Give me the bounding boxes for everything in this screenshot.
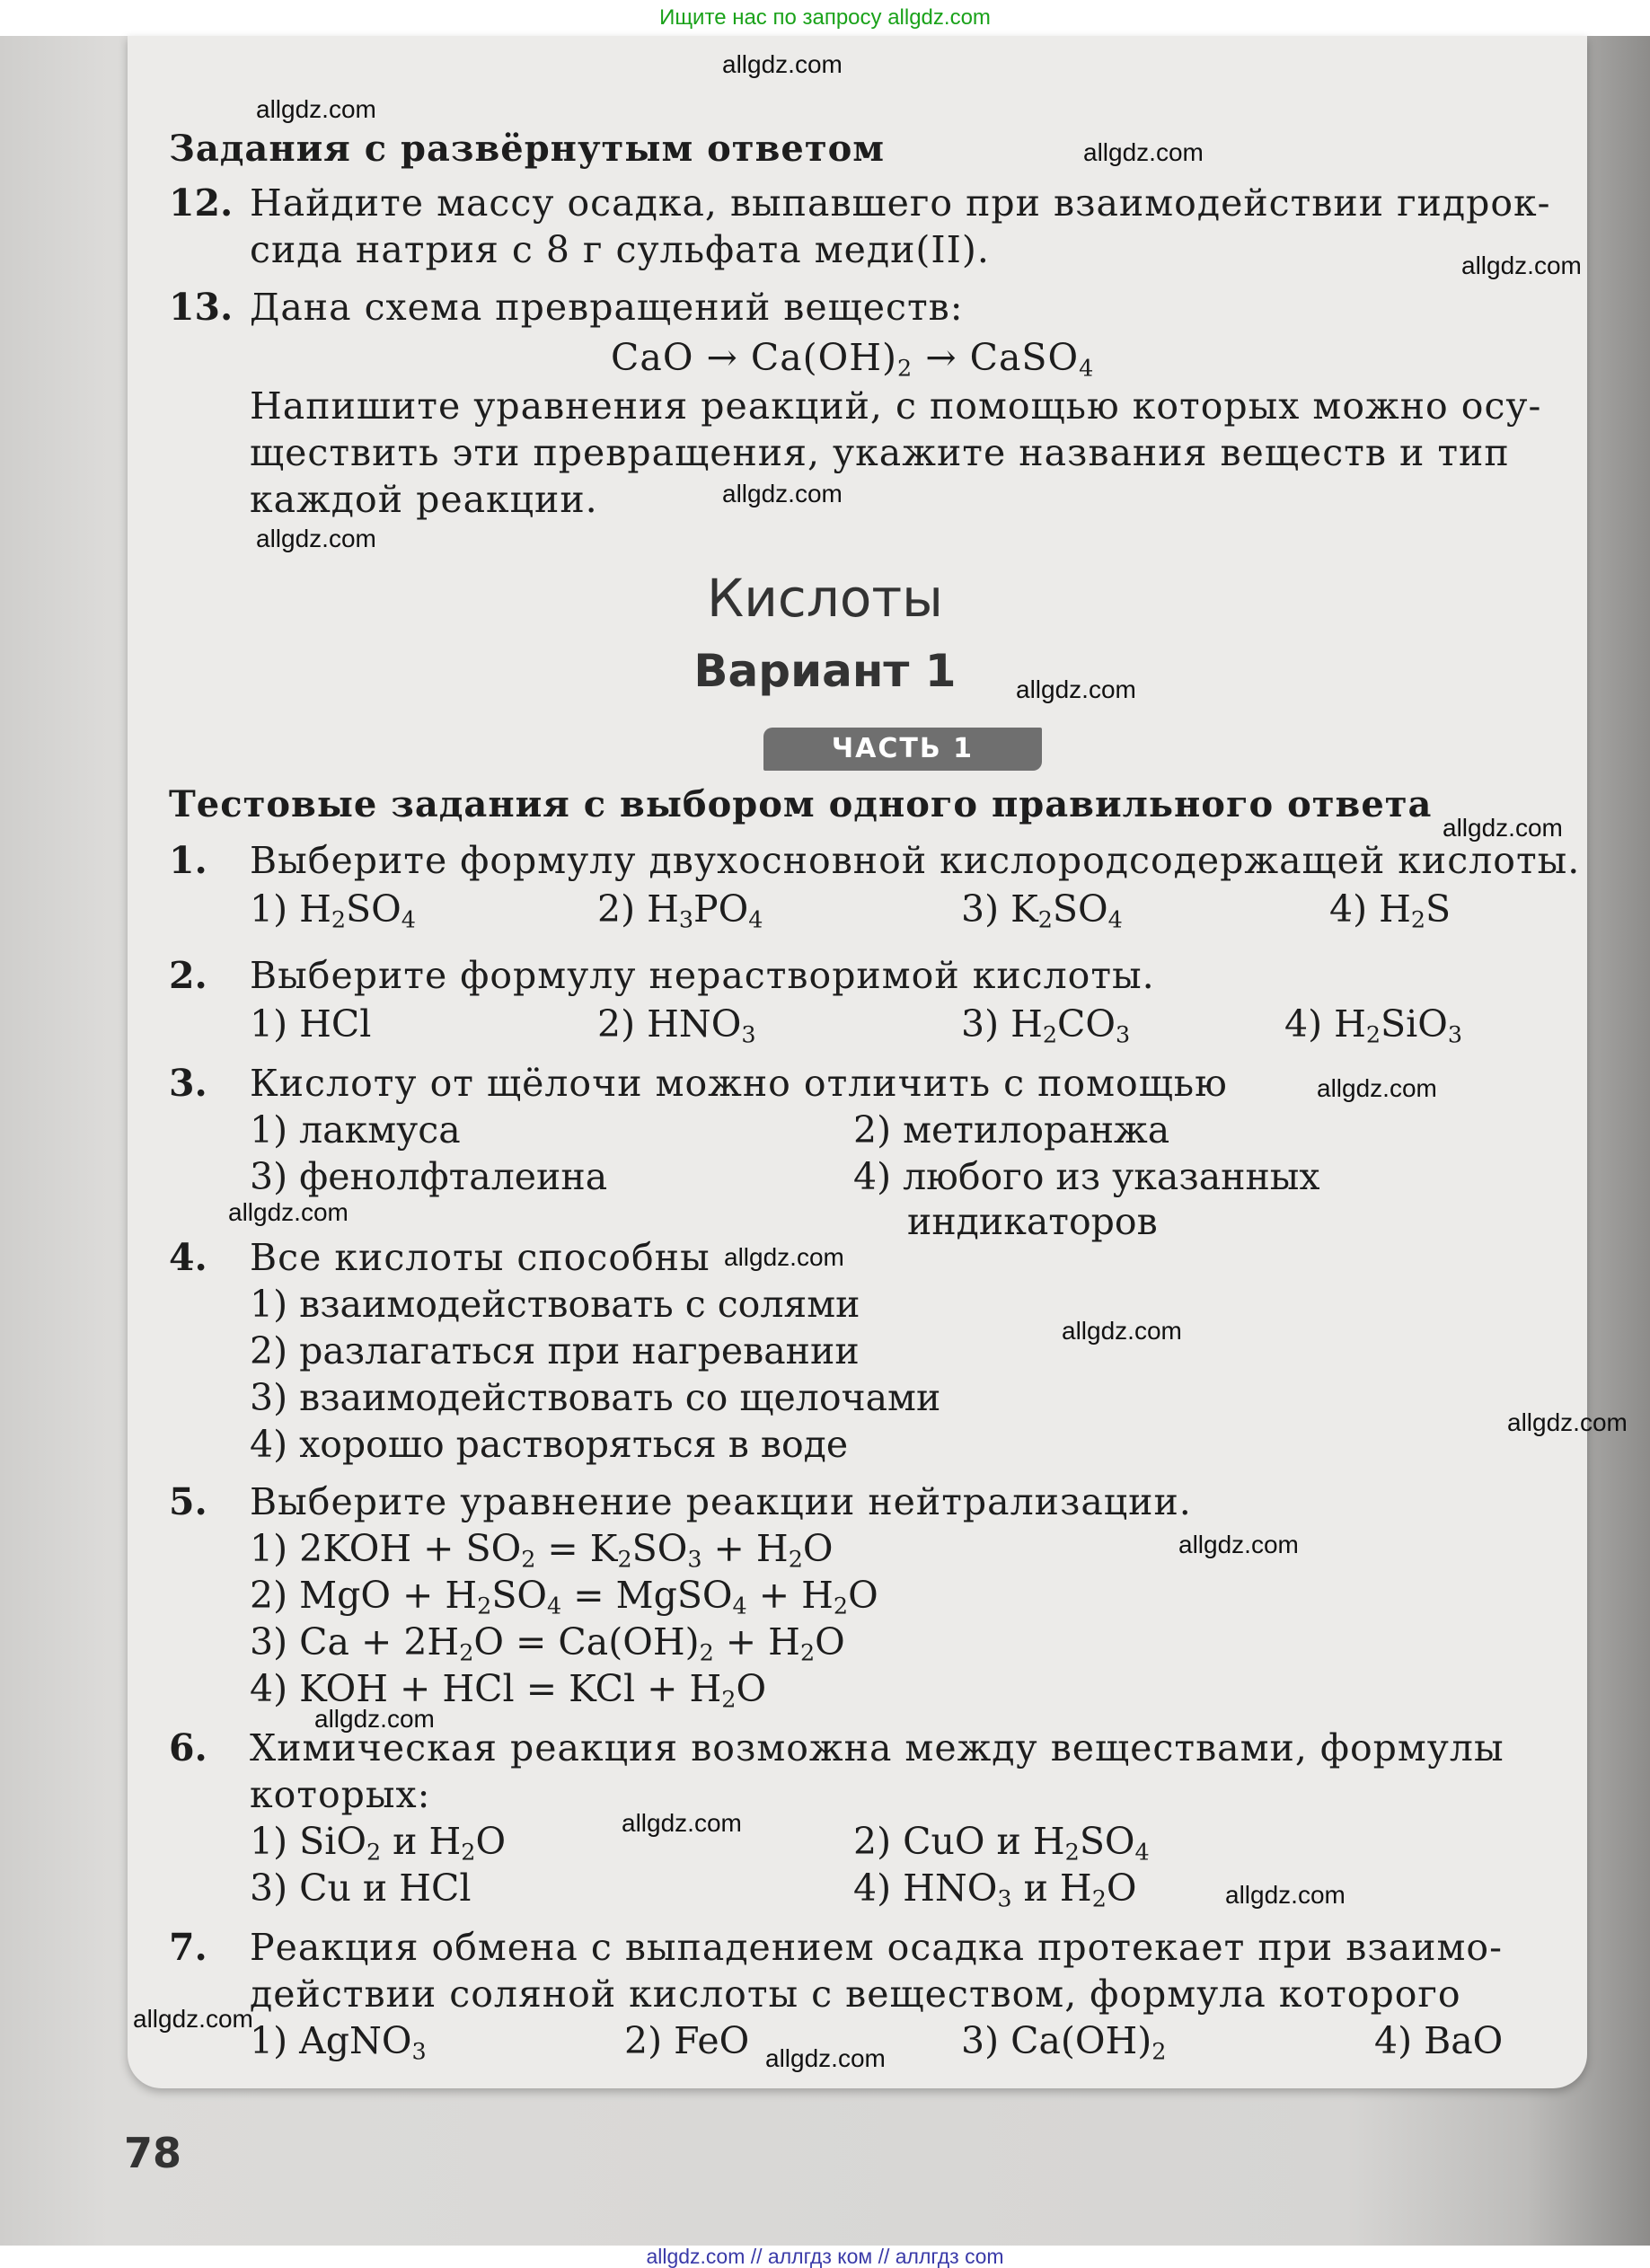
q7-option-1: 1) AgNO$_3$ [250, 2019, 427, 2065]
watermark: allgdz.com [228, 1198, 349, 1226]
variant-title: Вариант 1 [693, 645, 957, 697]
q3-text: Кислоту от щёлочи можно отличить с помощью [250, 1062, 1228, 1105]
watermark: allgdz.com [765, 2044, 886, 2072]
q1-option-3: 3) $K_2SO_4$ [961, 887, 1123, 933]
section-extended-heading: Задания с развёрнутым ответом [169, 128, 886, 170]
watermark: allgdz.com [256, 525, 376, 552]
watermark: allgdz.com [722, 480, 843, 507]
watermark: allgdz.com [1062, 1317, 1182, 1345]
q4-option-1: 1) взаимодействовать с солями [250, 1283, 860, 1326]
q5-option-1: 1) $2KOH + SO_2 = K_2SO_3 + H_2O$ [250, 1527, 834, 1573]
q2-option-2: 2) $HNO_3$ [597, 1002, 756, 1048]
q4-text: Все кислоты способны [250, 1236, 710, 1279]
q5-number: 5. [169, 1480, 207, 1523]
part-badge: ЧАСТЬ 1 [763, 728, 1042, 771]
q6-text: Химическая реакция возможна между веществами, формулы [250, 1726, 1504, 1769]
q4-option-4: 4) хорошо растворяться в воде [250, 1423, 849, 1466]
q2-option-4: 4) $H_2SiO_3$ [1284, 1002, 1463, 1048]
watermark: allgdz.com [133, 2005, 253, 2033]
watermark: allgdz.com [256, 95, 376, 123]
section-tests-heading: Тестовые задания с выбором одного правильного ответа [169, 783, 1433, 825]
q13-line1: Дана схема превращений веществ: [250, 286, 964, 329]
q12-line1: Найдите массу осадка, выпавшего при взаимодействии гидрок- [250, 181, 1551, 225]
q3-option-1: 1) лакмуса [250, 1108, 461, 1152]
q5-text: Выберите уравнение реакции нейтрализации. [250, 1480, 1192, 1523]
watermark: allgdz.com [314, 1705, 435, 1733]
q4-number: 4. [169, 1236, 207, 1279]
q1-option-1: 1) $H_2SO_4$ [250, 887, 416, 933]
watermark: allgdz.com [1178, 1531, 1299, 1558]
q12-number: 12. [169, 181, 234, 225]
q2-number: 2. [169, 954, 207, 997]
q7-option-3: 3) $Ca(OH)_2$ [961, 2019, 1167, 2065]
q12-line2: сида натрия с 8 г сульфата меди(II). [250, 228, 990, 271]
q7-option-2: 2) FeO [624, 2019, 750, 2062]
q1-number: 1. [169, 839, 207, 882]
q7-option-4: 4) BaO [1374, 2019, 1504, 2062]
bottom-banner[interactable]: allgdz.com // аллгдз ком // аллгдз com [0, 2246, 1650, 2268]
watermark: allgdz.com [1016, 675, 1136, 703]
watermark: allgdz.com [1507, 1408, 1628, 1436]
q3-option-4-cont: индикаторов [907, 1200, 1158, 1243]
watermark: allgdz.com [722, 50, 843, 78]
q3-option-4: 4) любого из указанных [853, 1155, 1320, 1198]
top-banner[interactable]: Ищите нас по запросу allgdz.com [0, 0, 1650, 36]
watermark: allgdz.com [1461, 252, 1582, 279]
q13-number: 13. [169, 286, 234, 329]
watermark: allgdz.com [724, 1243, 844, 1271]
q3-option-3: 3) фенолфталеина [250, 1155, 608, 1198]
q2-option-3: 3) $H_2CO_3$ [961, 1002, 1131, 1048]
q1-text: Выберите формулу двухосновной кислородсодержащей кислоты. [250, 839, 1581, 882]
q7-text: Реакция обмена с выпадением осадка протекает при взаимо- [250, 1926, 1503, 1969]
q6-text2: которых: [250, 1773, 431, 1816]
q7-text2: действии соляной кислоты с веществом, формула которого [250, 1972, 1461, 2016]
q13-line4: каждой реакции. [250, 478, 598, 521]
q7-number: 7. [169, 1926, 207, 1969]
q13-line2: Напишите уравнения реакций, с помощью которых можно осу- [250, 384, 1542, 428]
watermark: allgdz.com [1083, 138, 1204, 166]
q3-number: 3. [169, 1062, 207, 1105]
watermark: allgdz.com [1317, 1074, 1437, 1102]
q13-scheme: CaO → $Ca(OH)_2$ → CaSO$_4$ [611, 336, 1095, 382]
q6-option-3: 3) Cu и HCl [250, 1866, 472, 1910]
q1-option-2: 2) $H_3PO_4$ [597, 887, 763, 933]
q5-option-4: 4) KOH + HCl = KCl + $H_2O$ [250, 1667, 767, 1713]
q5-option-2: 2) MgO + $H_2SO_4$ = MgSO$_4$ + $H_2O$ [250, 1574, 878, 1619]
q6-option-4: 4) $HNO_3$ и $H_2O$ [853, 1866, 1137, 1912]
q5-option-3: 3) $Ca + 2H_2O = Ca(OH)_2 + H_2O$ [250, 1620, 845, 1666]
watermark: allgdz.com [1443, 814, 1563, 842]
q4-option-2: 2) разлагаться при нагревании [250, 1329, 860, 1372]
q2-option-1: 1) HCl [250, 1002, 372, 1046]
q6-number: 6. [169, 1726, 207, 1769]
page-title: Кислоты [707, 568, 943, 629]
q4-option-3: 3) взаимодействовать со щелочами [250, 1376, 941, 1419]
q6-option-2: 2) CuO и $H_2SO_4$ [853, 1820, 1150, 1866]
q13-line3: ществить эти превращения, укажите названия веществ и тип [250, 431, 1510, 474]
q6-option-1: 1) SiO$_2$ и $H_2O$ [250, 1820, 507, 1866]
q3-option-2: 2) метилоранжа [853, 1108, 1170, 1152]
page-number: 78 [124, 2129, 182, 2177]
watermark: allgdz.com [622, 1809, 742, 1837]
q2-text: Выберите формулу нерастворимой кислоты. [250, 954, 1155, 997]
watermark: allgdz.com [1225, 1881, 1346, 1909]
q1-option-4: 4) $H_2S$ [1329, 887, 1451, 933]
